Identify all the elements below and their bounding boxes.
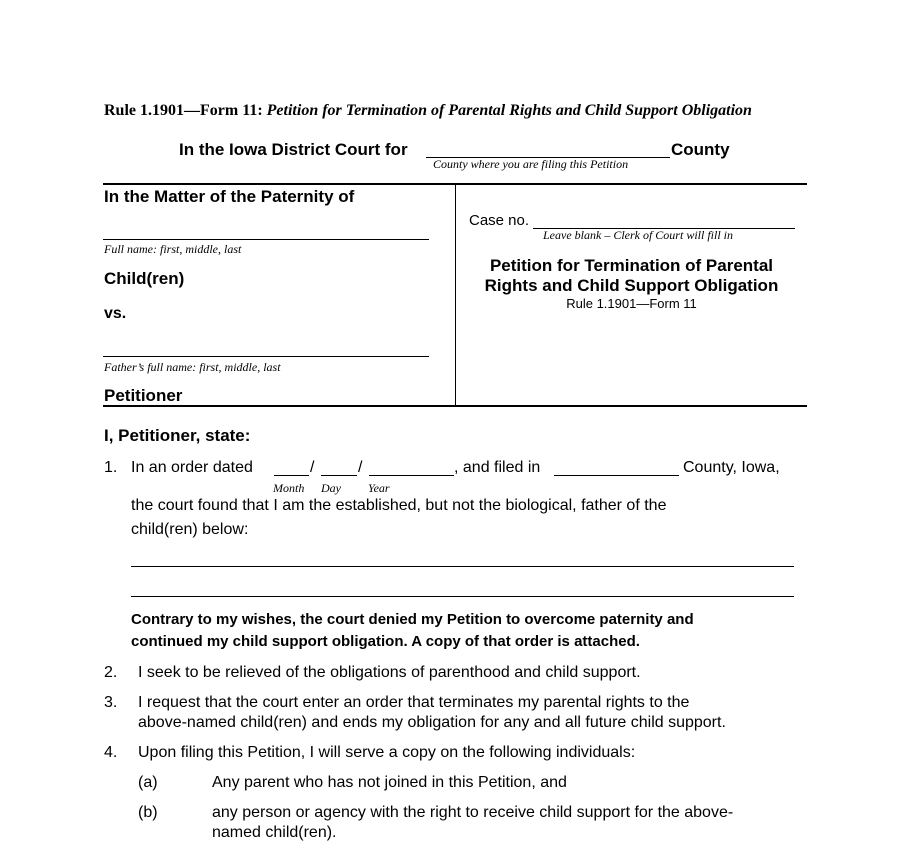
statement-heading: I, Petitioner, state: xyxy=(104,426,251,445)
matter-heading: In the Matter of the Paternity of xyxy=(104,187,355,206)
day-field-line[interactable] xyxy=(321,475,357,476)
item3-number: 3. xyxy=(104,694,118,711)
child-name-line[interactable] xyxy=(103,239,429,240)
caption-form-ref: Rule 1.1901—Form 11 xyxy=(566,296,697,311)
sub-a-text: Any parent who has not joined in this Petition, and xyxy=(212,774,567,791)
item1-prefix: In an order dated xyxy=(131,459,253,476)
day-hint: Day xyxy=(321,481,341,495)
children-line-2[interactable] xyxy=(131,596,794,597)
child-name-hint: Full name: first, middle, last xyxy=(104,242,242,256)
item1-number: 1. xyxy=(104,459,118,476)
item4-number: 4. xyxy=(104,744,118,761)
date-slash-2: / xyxy=(358,459,363,476)
vs-label: vs. xyxy=(104,305,127,322)
year-hint: Year xyxy=(368,481,390,495)
item3-line1: I request that the court enter an order that terminates my parental rights to the xyxy=(138,694,690,711)
month-hint: Month xyxy=(273,481,305,495)
month-field-line[interactable] xyxy=(274,475,309,476)
year-field-line[interactable] xyxy=(369,475,454,476)
father-name-line[interactable] xyxy=(103,356,429,357)
form-title: Petition for Termination of Parental Rights and Child Support Obligation xyxy=(266,102,752,119)
form-rule: Rule 1.1901—Form 11: xyxy=(104,102,267,119)
court-prefix: In the Iowa District Court for xyxy=(179,140,408,159)
item2-number: 2. xyxy=(104,664,118,681)
item3-line2: above-named child(ren) and ends my obligation for any and all future child support. xyxy=(138,714,726,731)
children-line-1[interactable] xyxy=(131,566,794,567)
caption-title-line1: Petition for Termination of Parental xyxy=(489,256,774,275)
sub-a-label: (a) xyxy=(138,774,158,791)
county-hint: County where you are filing this Petition xyxy=(433,157,629,171)
sub-b-line2: named child(ren). xyxy=(212,824,337,841)
sub-b-line1: any person or agency with the right to receive child support for the above- xyxy=(212,804,734,821)
petitioner-label: Petitioner xyxy=(104,386,183,405)
item1-mid: , and filed in xyxy=(454,459,541,476)
item4-text: Upon filing this Petition, I will serve a copy on the following individuals: xyxy=(138,744,636,761)
father-name-hint: Father’s full name: first, middle, last xyxy=(104,360,281,374)
filed-county-field-line[interactable] xyxy=(554,475,679,476)
item1-suffix: County, Iowa, xyxy=(683,459,780,476)
denial-note-line2: continued my child support obligation. A copy of that order is attached. xyxy=(131,633,640,650)
caption-title-line2: Rights and Child Support Obligation xyxy=(484,276,779,295)
item2-text: I seek to be relieved of the obligations of parenthood and child support. xyxy=(138,664,641,681)
form-header xyxy=(104,102,752,120)
sub-b-label: (b) xyxy=(138,804,158,821)
child-label: Child(ren) xyxy=(104,269,185,288)
case-number-label: Case no. xyxy=(469,212,530,229)
court-suffix: County xyxy=(671,140,730,159)
denial-note-line1: Contrary to my wishes, the court denied my Petition to overcome paternity and xyxy=(131,611,694,628)
item1-line3: child(ren) below: xyxy=(131,521,249,538)
date-slash-1: / xyxy=(310,459,315,476)
case-number-hint: Leave blank – Clerk of Court will fill in xyxy=(543,228,733,242)
item1-line2: the court found that I am the established, but not the biological, father of the xyxy=(131,497,667,514)
